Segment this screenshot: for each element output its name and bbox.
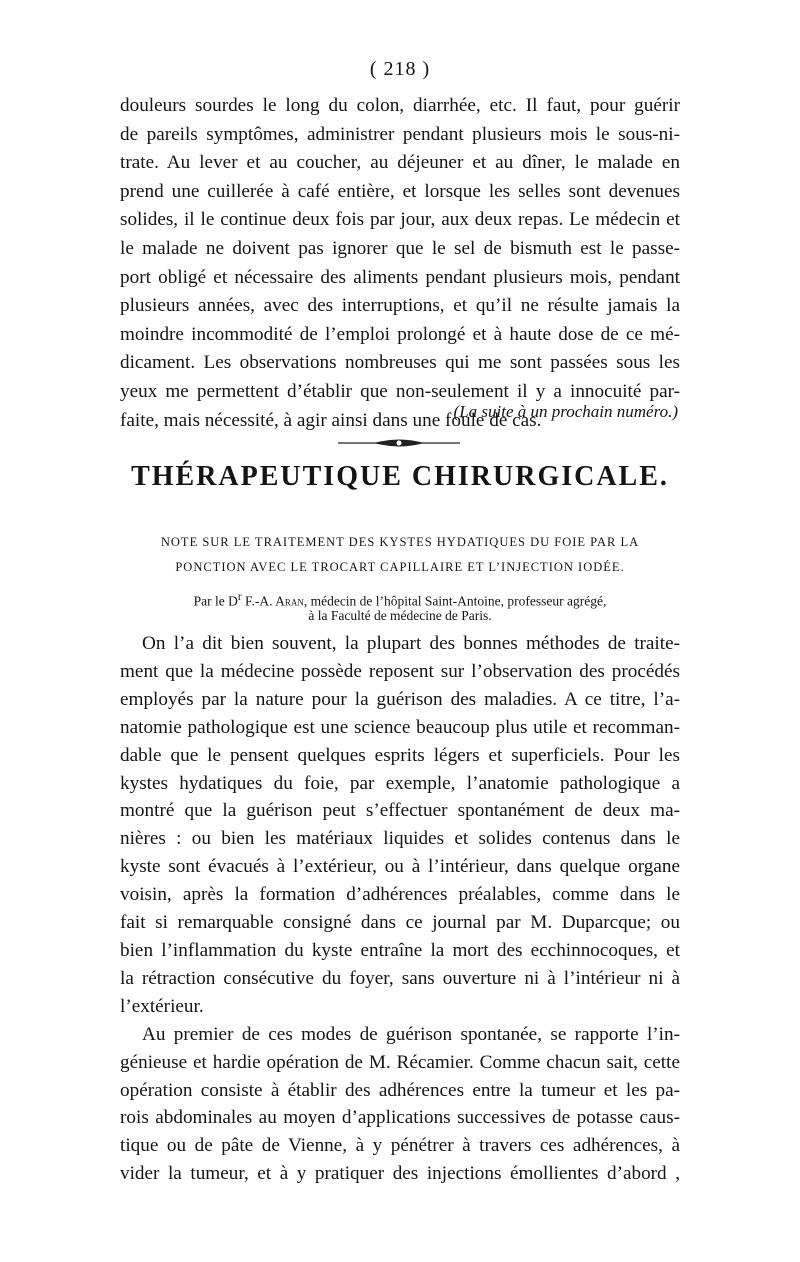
text-line: dicament. Les observations nombreuses qui me sont passées sous les xyxy=(120,352,680,374)
text-line: génieuse et hardie opération de M. Récamier. Comme chacun sait, cette xyxy=(120,1051,680,1073)
text-line: rois abdominales au moyen d’applications successives de potasse caus- xyxy=(120,1107,680,1129)
byline-sup: r xyxy=(237,591,242,603)
note-title-line: NOTE SUR LE TRAITEMENT DES KYSTES HYDATIQUES DU FOIE PAR LA xyxy=(160,535,640,549)
text-line: trate. Au lever et au coucher, au déjeuner et au dîner, le malade en xyxy=(120,152,680,174)
text-line: port obligé et nécessaire des aliments pendant plusieurs mois, pendant xyxy=(120,266,680,288)
page-number: ( 218 ) xyxy=(369,58,431,80)
text-line: kystes hydatiques du foie, par exemple, l’anatomie pathologique a xyxy=(120,772,680,794)
text-line: nières : ou bien les matériaux liquides et solides contenus dans le xyxy=(120,828,680,850)
paragraph xyxy=(120,630,680,1021)
article-body xyxy=(120,630,680,1188)
text-line: natomie pathologique est une science beaucoup plus utile et recomman- xyxy=(120,716,680,738)
text-line: douleurs sourdes le long du colon, diarrhée, etc. Il faut, pour guérir xyxy=(120,95,680,116)
byline-prefix: Par le D xyxy=(193,593,238,609)
text-line: montré que la guérison peut s’effectuer spontanément de deux ma- xyxy=(120,800,680,822)
paragraph xyxy=(120,1021,680,1188)
text-line: prend une cuillerée à café entière, et lorsque les selles sont devenues xyxy=(120,180,680,202)
text-line: vider la tumeur, et à y pratiquer des injections émollientes d’abord , xyxy=(120,1163,680,1185)
text-line: moindre incommodité de l’emploi prolongé et à haute dose de ce mé- xyxy=(120,323,680,345)
continuation-note: (La suite à un prochain numéro.) xyxy=(453,402,678,421)
continuation-paragraph xyxy=(120,92,680,435)
text-line: faite, mais nécessité, à agir ainsi dans une foule de cas. xyxy=(120,409,542,431)
text-line: bien l’inflammation du kyste entraîne la mort des ecchinnocoques, et xyxy=(120,939,680,961)
text-line: On l’a dit bien souvent, la plupart des bonnes méthodes de traite- xyxy=(142,633,680,654)
author-name: F.-A. Aran, xyxy=(245,593,308,609)
section-title: THÉRAPEUTIQUE CHIRURGICALE. xyxy=(131,461,669,492)
text-line: plusieurs années, avec des interruptions, et qu’il ne résulte jamais la xyxy=(120,295,680,317)
byline-line2: à la Faculté de médecine de Paris. xyxy=(308,608,492,623)
text-line: opération consiste à établir des adhérences entre la tumeur et les pa- xyxy=(120,1079,680,1101)
text-line: employés par la nature pour la guérison des maladies. A ce titre, l’a- xyxy=(120,688,680,710)
text-line: ment que la médecine possède reposent sur l’observation des procédés xyxy=(120,660,680,682)
text-line: tique ou de pâte de Vienne, à y pénétrer à travers ces adhérences, à xyxy=(120,1135,680,1157)
text-line: voisin, après la formation d’adhérences préalables, comme dans le xyxy=(120,884,680,906)
text-line: fait si remarquable consigné dans ce journal par M. Duparcque; ou xyxy=(120,912,680,934)
text-line: la rétraction consécutive du foyer, sans ouverture ni à l’intérieur ni à xyxy=(120,967,680,989)
text-line: de pareils symptômes, administrer pendant plusieurs mois le sous-ni- xyxy=(120,123,680,145)
text-line: dable que le pensent quelques esprits légers et superficiels. Pour les xyxy=(120,744,680,766)
note-title-line: PONCTION AVEC LE TROCART CAPILLAIRE ET L’INJECTION IODÉE. xyxy=(175,560,625,574)
text-line: l’extérieur. xyxy=(120,995,204,1017)
ornamental-divider xyxy=(338,437,460,449)
text-line: kyste sont évacués à l’extérieur, ou à l’intérieur, dans quelque organe xyxy=(120,856,680,878)
text-line: Au premier de ces modes de guérison spontanée, se rapporte l’in- xyxy=(142,1023,680,1045)
byline-affiliation: médecin de l’hôpital Saint-Antoine, professeur agrégé, xyxy=(310,593,607,609)
text-line: solides, il le continue deux fois par jour, aux deux repas. Le médecin et xyxy=(120,209,680,231)
text-line: le malade ne doivent pas ignorer que le sel de bismuth est le passe- xyxy=(120,237,680,259)
text-line: yeux me permettent d’établir que non-seulement il y a innocuité par- xyxy=(120,380,680,402)
